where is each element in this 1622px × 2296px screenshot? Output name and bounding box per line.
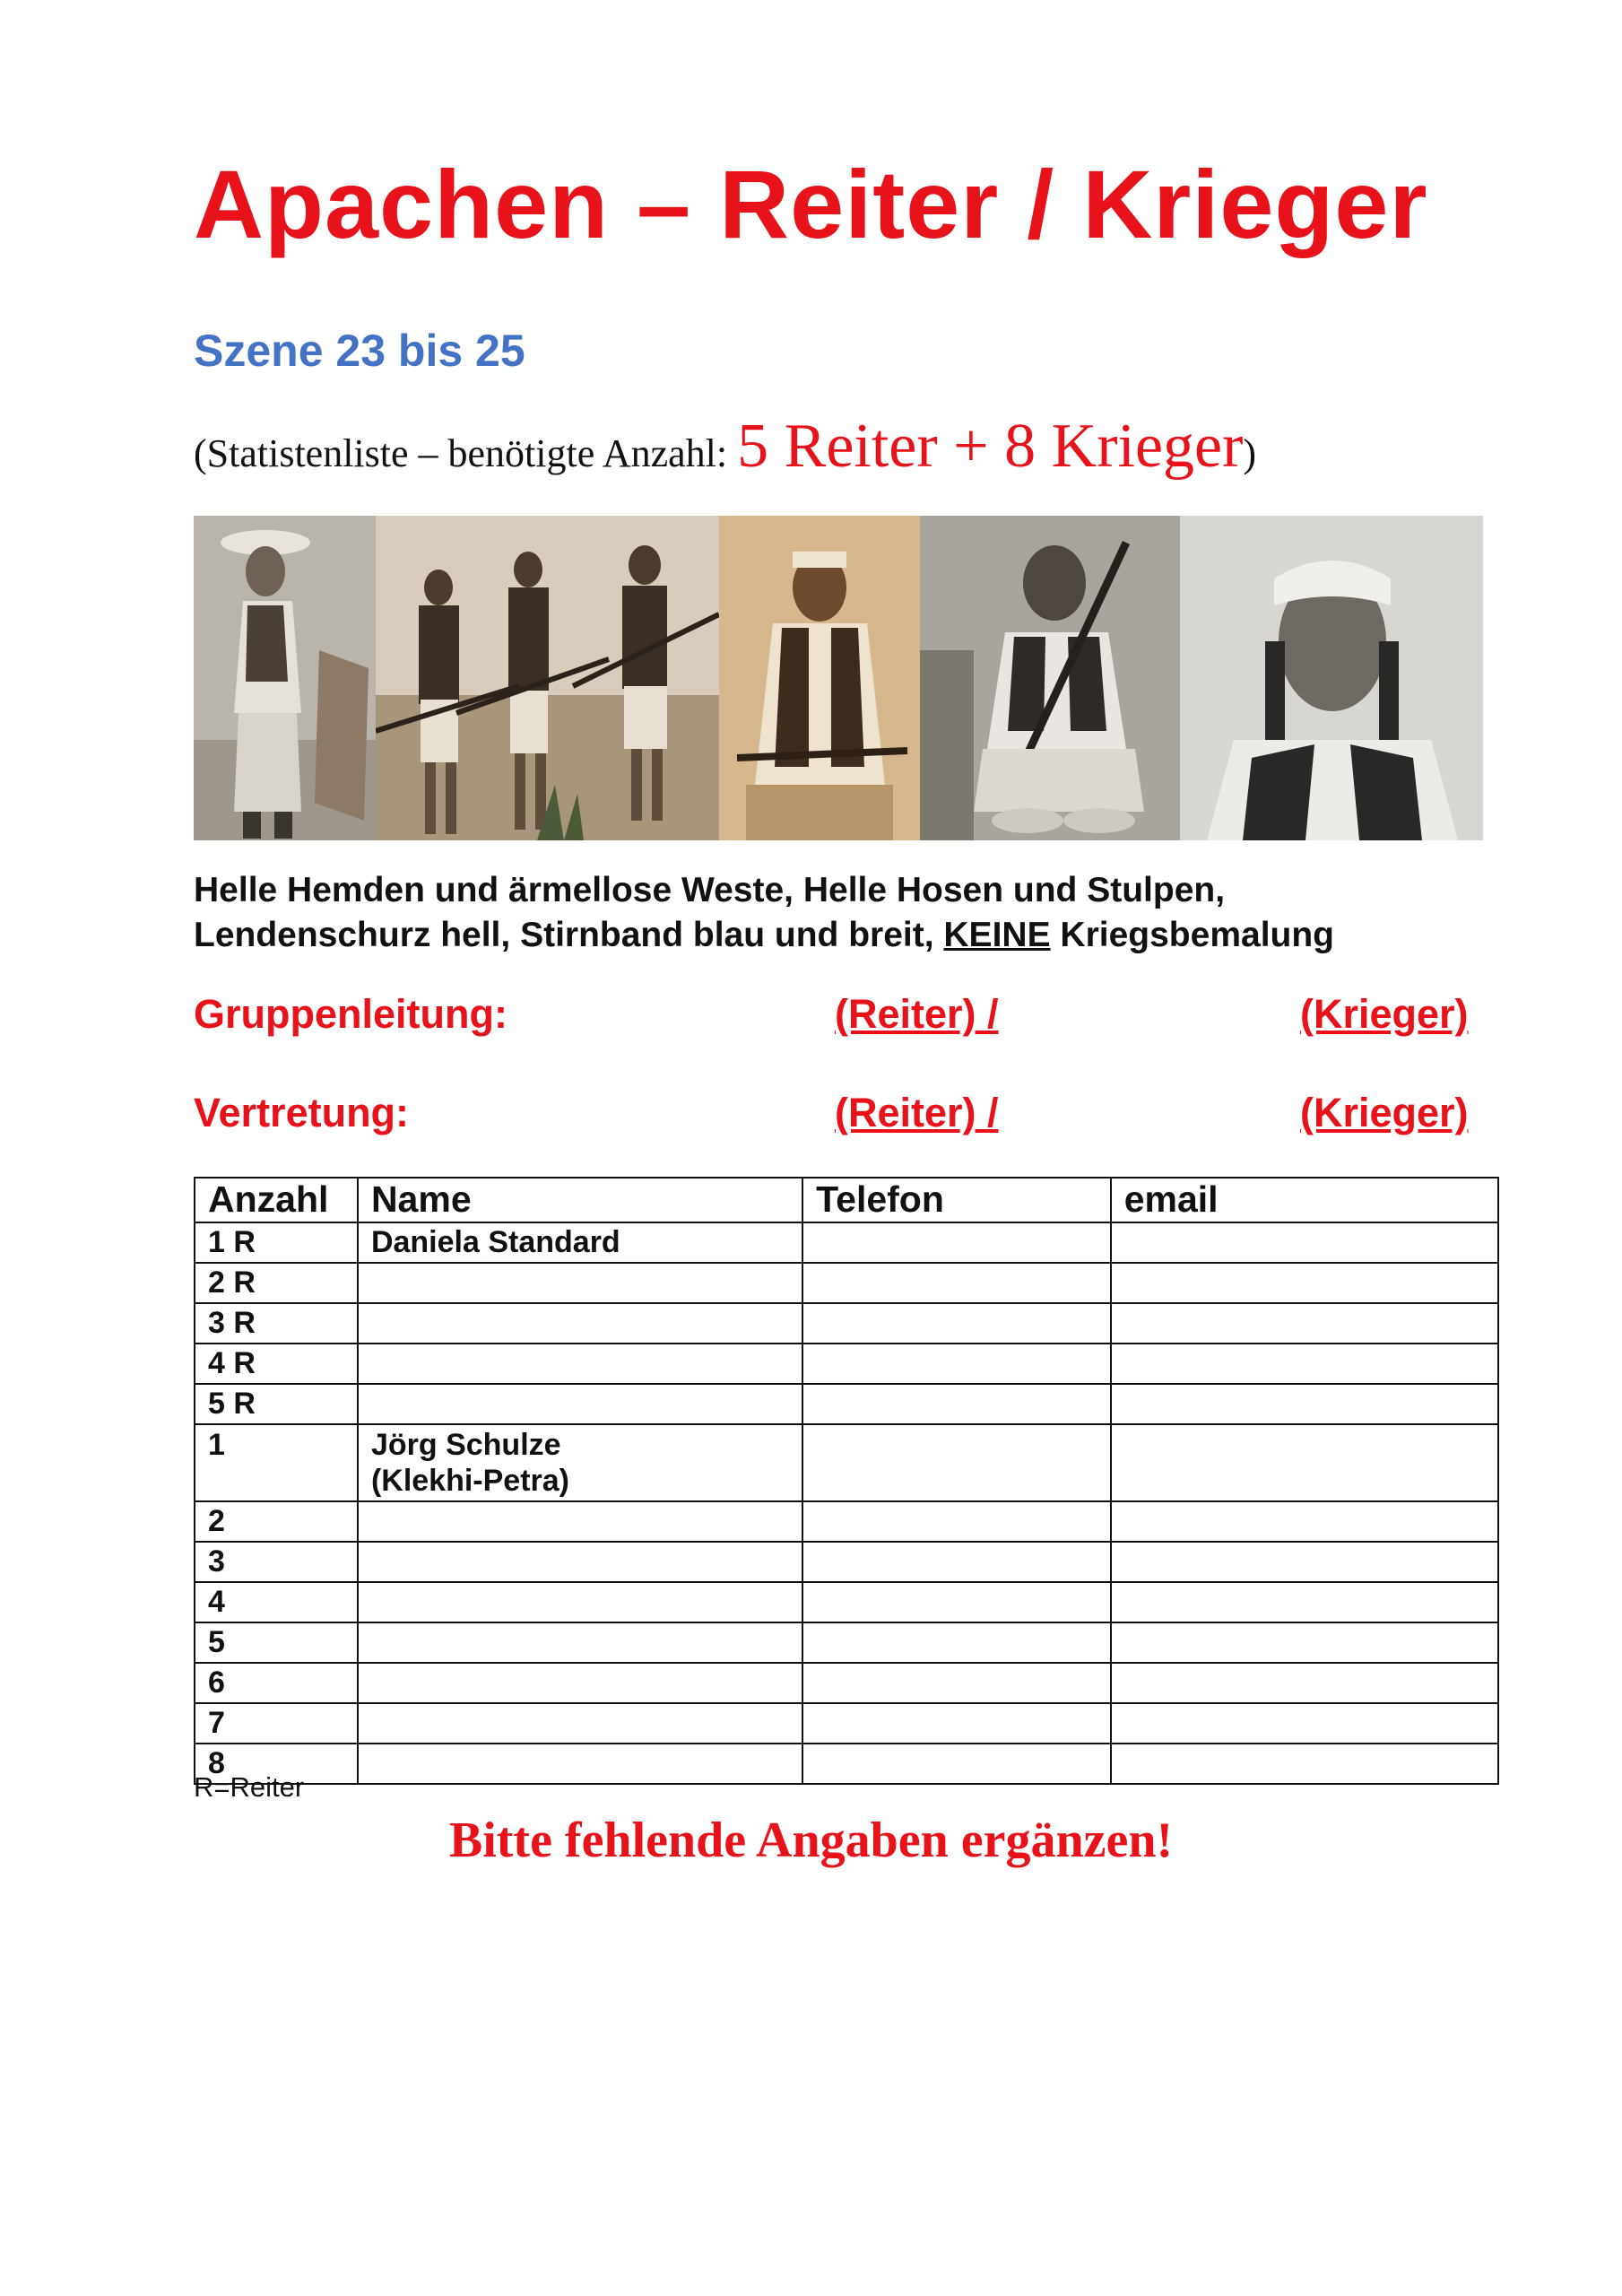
cell-anzahl: 5 (195, 1622, 358, 1663)
cell-name[interactable] (358, 1263, 802, 1303)
cell-email[interactable] (1111, 1344, 1498, 1384)
deputy-label: Vertretung: (194, 1090, 410, 1135)
cell-name[interactable] (358, 1744, 802, 1784)
table-row (195, 1384, 1498, 1424)
costume-line-2-start: Lendenschurz hell, Stirnband blau und breit, (194, 916, 944, 954)
deputy-reiter-field[interactable]: (Reiter) / (835, 1090, 999, 1135)
cell-name[interactable] (358, 1542, 802, 1582)
required-count-line (194, 411, 1256, 483)
table-row (195, 1263, 1498, 1303)
table-row (195, 1344, 1498, 1384)
cell-telefon[interactable] (802, 1222, 1111, 1263)
page-title: Apachen – Reiter / Krieger (194, 150, 1428, 258)
cell-email[interactable] (1111, 1501, 1498, 1542)
cell-anzahl: 3 (195, 1542, 358, 1582)
cell-name[interactable]: Daniela Standard (358, 1222, 802, 1263)
photo-three-warriors (376, 516, 719, 840)
table-row (195, 1222, 1498, 1263)
cell-email[interactable] (1111, 1303, 1498, 1344)
header-anzahl: Anzahl (195, 1178, 358, 1222)
photo-seated-warrior (719, 516, 920, 840)
cell-name[interactable] (358, 1384, 802, 1424)
cell-anzahl: 2 R (195, 1263, 358, 1303)
table-row (195, 1303, 1498, 1344)
cell-telefon[interactable] (802, 1703, 1111, 1744)
table-row (195, 1744, 1498, 1784)
cell-name[interactable] (358, 1622, 802, 1663)
cell-anzahl: 8 (195, 1744, 358, 1784)
cell-name[interactable] (358, 1582, 802, 1622)
cell-name-line-1: Jörg Schulze (370, 1428, 561, 1462)
cell-telefon[interactable] (802, 1263, 1111, 1303)
cell-anzahl: 4 (195, 1582, 358, 1622)
table-header-row (195, 1178, 1498, 1222)
cell-anzahl: 6 (195, 1663, 358, 1703)
cell-anzahl: 1 (195, 1424, 358, 1501)
table-row (195, 1424, 1498, 1501)
table-legend: R=Reiter (194, 1771, 305, 1803)
cell-telefon[interactable] (802, 1663, 1111, 1703)
cell-name[interactable] (358, 1424, 802, 1501)
roster-table (194, 1177, 1499, 1785)
costume-line-1: Helle Hemden und ärmellose Weste, Helle Hosen und Stulpen, (194, 871, 1226, 909)
required-count-suffix: ) (1243, 431, 1257, 475)
cell-anzahl: 1 R (195, 1222, 358, 1263)
cell-telefon[interactable] (802, 1582, 1111, 1622)
table-row (195, 1663, 1498, 1703)
cell-name-line-2: (Klekhi-Petra) (370, 1464, 570, 1498)
scene-range: Szene 23 bis 25 (194, 326, 525, 376)
deputy-krieger-field[interactable]: (Krieger) (1300, 1090, 1469, 1135)
cell-anzahl: 5 R (195, 1384, 358, 1424)
cell-email[interactable] (1111, 1384, 1498, 1424)
photo-kneeling-warrior-rifle (920, 516, 1180, 840)
costume-line-2-end: Kriegsbemalung (1050, 916, 1334, 954)
cell-telefon[interactable] (802, 1542, 1111, 1582)
required-count: 5 Reiter + 8 Krieger (737, 412, 1244, 481)
cell-name[interactable] (358, 1663, 802, 1703)
table-row (195, 1582, 1498, 1622)
group-lead-krieger-field[interactable]: (Krieger) (1300, 991, 1469, 1037)
cell-name[interactable] (358, 1344, 802, 1384)
photo-portrait-headband (1180, 516, 1483, 840)
cell-anzahl: 2 (195, 1501, 358, 1542)
photo-standing-apache (194, 516, 376, 840)
cell-telefon[interactable] (802, 1501, 1111, 1542)
required-count-prefix: (Statistenliste – benötigte Anzahl: (194, 431, 738, 475)
cell-email[interactable] (1111, 1263, 1498, 1303)
table-row (195, 1501, 1498, 1542)
cell-telefon[interactable] (802, 1744, 1111, 1784)
header-telefon: Telefon (802, 1178, 1111, 1222)
footer-note: Bitte fehlende Angaben ergänzen! (448, 1813, 1174, 1868)
table-row (195, 1622, 1498, 1663)
cell-anzahl: 3 R (195, 1303, 358, 1344)
cell-email[interactable] (1111, 1542, 1498, 1582)
cell-email[interactable] (1111, 1222, 1498, 1263)
cell-email[interactable] (1111, 1622, 1498, 1663)
cell-telefon[interactable] (802, 1384, 1111, 1424)
group-lead-label: Gruppenleitung: (194, 991, 507, 1037)
cell-email[interactable] (1111, 1424, 1498, 1501)
header-name: Name (358, 1178, 802, 1222)
cell-anzahl: 4 R (195, 1344, 358, 1384)
table-row (195, 1703, 1498, 1744)
cell-telefon[interactable] (802, 1424, 1111, 1501)
cell-name[interactable] (358, 1703, 802, 1744)
cell-telefon[interactable] (802, 1303, 1111, 1344)
photo-strip (194, 516, 1483, 840)
cell-name[interactable] (358, 1303, 802, 1344)
cell-name[interactable] (358, 1501, 802, 1542)
costume-line-2 (194, 913, 1334, 958)
cell-email[interactable] (1111, 1663, 1498, 1703)
cell-telefon[interactable] (802, 1344, 1111, 1384)
header-email: email (1111, 1178, 1498, 1222)
cell-email[interactable] (1111, 1582, 1498, 1622)
group-lead-reiter-field[interactable]: (Reiter) / (835, 991, 999, 1037)
table-row (195, 1542, 1498, 1582)
costume-keine: KEINE (943, 916, 1051, 954)
cell-email[interactable] (1111, 1703, 1498, 1744)
cell-telefon[interactable] (802, 1622, 1111, 1663)
costume-description (194, 868, 1334, 958)
cell-anzahl: 7 (195, 1703, 358, 1744)
cell-email[interactable] (1111, 1744, 1498, 1784)
